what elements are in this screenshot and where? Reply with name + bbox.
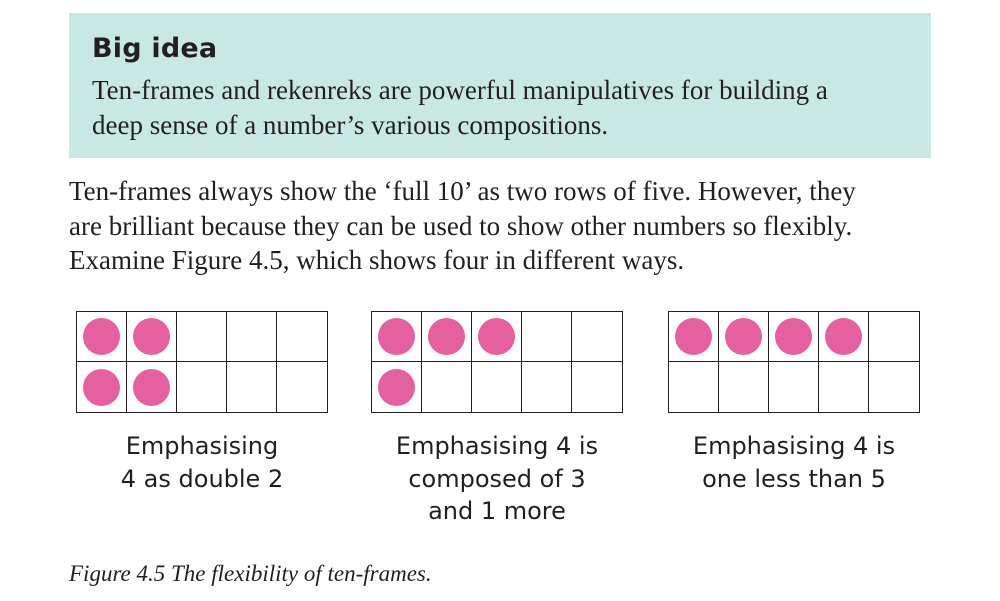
ten-frame-cell [819,362,869,412]
ten-frame-cell [669,362,719,412]
caption-line: composed of 3 [408,464,586,493]
counter-dot [428,318,465,355]
ten-frame-cell [719,312,769,362]
counter-dot [775,318,812,355]
counter-dot [133,369,170,406]
caption-line: one less than 5 [702,464,886,493]
caption-line: and 1 more [428,497,566,525]
ten-frame-cell [177,362,227,412]
ten-frame-cell [572,312,622,362]
callout-heading: Big idea [92,33,218,64]
body-paragraph [69,174,949,278]
callout-text-line: deep sense of a number’s various compositions. [92,110,609,140]
counter-dot [83,369,120,406]
paragraph-line: Examine Figure 4.5, which shows four in different ways. [69,245,685,275]
counter-dot [378,318,415,355]
figure-caption: Figure 4.5 The flexibility of ten-frames. [69,561,432,586]
counter-dot [675,318,712,355]
ten-frame-cell [522,312,572,362]
ten-frame-cell [669,312,719,362]
big-idea-callout [69,13,931,158]
counter-dot [725,318,762,355]
caption-line: Emphasising 4 is [692,432,896,460]
ten-frame-cell [769,312,819,362]
ten-frame-cell [277,362,327,412]
caption-line: Emphasising [125,432,279,460]
ten-frame-cell [869,362,919,412]
ten-frame-3-and-1 [371,311,623,413]
counter-dot [133,318,170,355]
ten-frame-cell [177,312,227,362]
ten-frame-double-2 [76,311,328,413]
counter-dot [478,318,515,355]
callout-text [92,73,909,143]
caption-line: 4 as double 2 [120,464,284,493]
counter-dot [378,369,415,406]
ten-frame-cell [277,312,327,362]
ten-frame-cell [127,312,177,362]
ten-frame-one-less-than-5 [668,311,920,413]
paragraph-line: are brilliant because they can be used to show other numbers so flexibly. [69,210,853,241]
ten-frame-caption [668,430,920,495]
ten-frame-cell [227,312,277,362]
ten-frame-cell [572,362,622,412]
ten-frame-cell [869,312,919,362]
counter-dot [825,318,862,355]
ten-frame-cell [522,362,572,412]
ten-frame-cell [819,312,869,362]
ten-frame-cell [372,362,422,412]
ten-frame-cell [227,362,277,412]
ten-frame-cell [372,312,422,362]
ten-frame-cell [77,362,127,412]
caption-line: Emphasising 4 is [395,432,599,460]
ten-frame-cell [422,312,472,362]
ten-frame-cell [77,312,127,362]
ten-frame-cell [472,362,522,412]
ten-frame-cell [769,362,819,412]
ten-frame-caption [76,430,328,495]
callout-text-line: Ten-frames and rekenreks are powerful manipulatives for building a [92,75,828,105]
ten-frame-cell [472,312,522,362]
ten-frame-cell [422,362,472,412]
ten-frame-caption [371,430,623,528]
counter-dot [83,318,120,355]
ten-frame-cell [127,362,177,412]
paragraph-line: Ten-frames always show the ‘full 10’ as two rows of five. However, they [69,176,856,206]
ten-frame-cell [719,362,769,412]
